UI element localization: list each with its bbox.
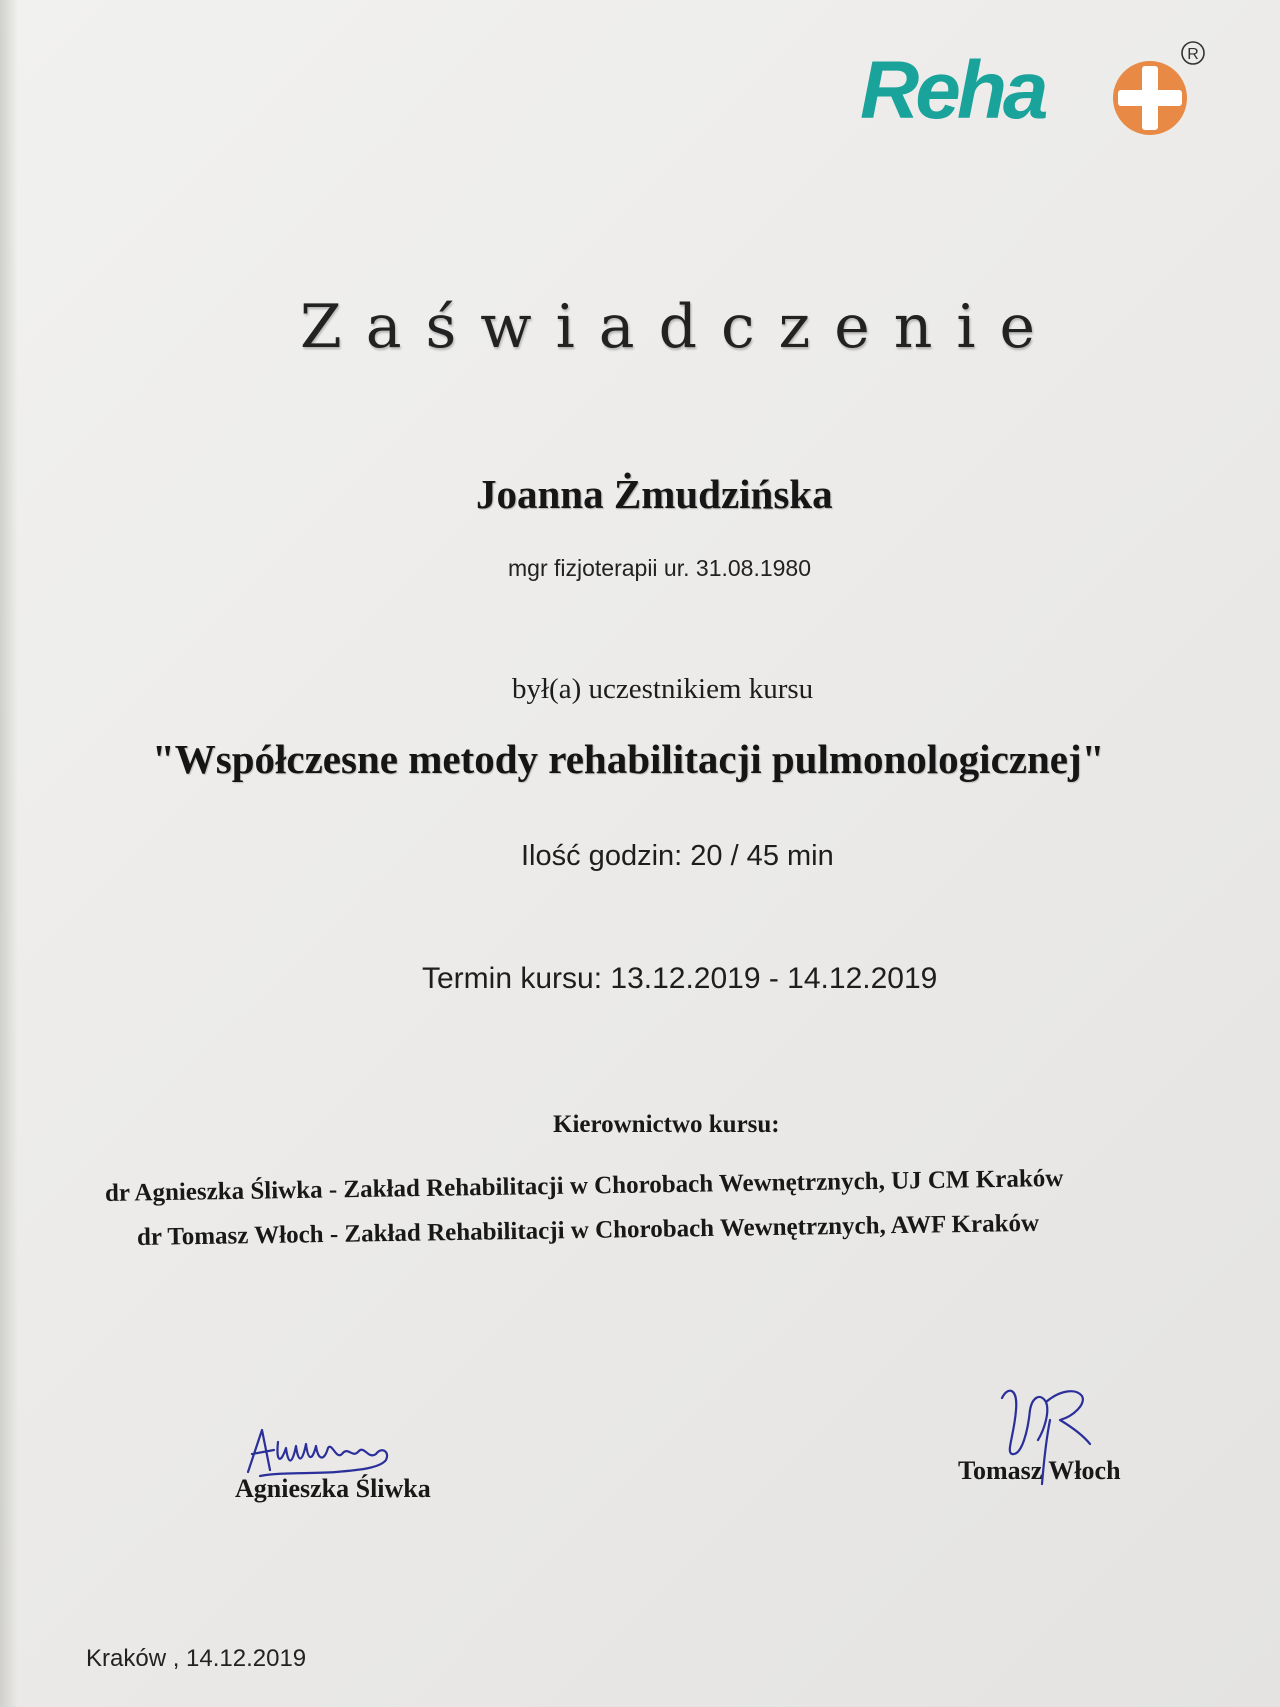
registered-mark-icon <box>1182 42 1204 64</box>
signatory-name: Tomasz Włoch <box>958 1456 1121 1485</box>
course-hours: Ilość godzin: 20 / 45 min <box>521 840 834 872</box>
recipient-name: Joanna Żmudzińska <box>476 471 833 517</box>
course-board-title: Kierownictwo kursu: <box>553 1111 780 1138</box>
course-name: "Współczesne metody rehabilitacji pulmonologicznej" <box>152 736 1105 782</box>
svg-text:R: R <box>1187 46 1199 63</box>
recipient-details: mgr fizjoterapii ur. 31.08.1980 <box>508 555 812 581</box>
participation-text: był(a) uczestnikiem kursu <box>512 673 814 705</box>
course-board-member: dr Tomasz Włoch - Zakład Rehabilitacji w Chorobach Wewnętrznych, AWF Kraków <box>136 1209 1040 1251</box>
reha-plus-logo <box>860 40 1205 155</box>
logo-text: Reha <box>860 45 1045 136</box>
place-and-date: Kraków , 14.12.2019 <box>86 1645 307 1672</box>
certificate-title: Zaświadczenie <box>300 292 1060 362</box>
course-term: Termin kursu: 13.12.2019 - 14.12.2019 <box>422 962 938 995</box>
course-board-member: dr Agnieszka Śliwka - Zakład Rehabilitacji w Chorobach Wewnętrznych, UJ CM Kraków <box>104 1164 1064 1207</box>
signatory-name: Agnieszka Śliwka <box>235 1474 431 1503</box>
plus-cross-icon <box>1113 61 1187 135</box>
